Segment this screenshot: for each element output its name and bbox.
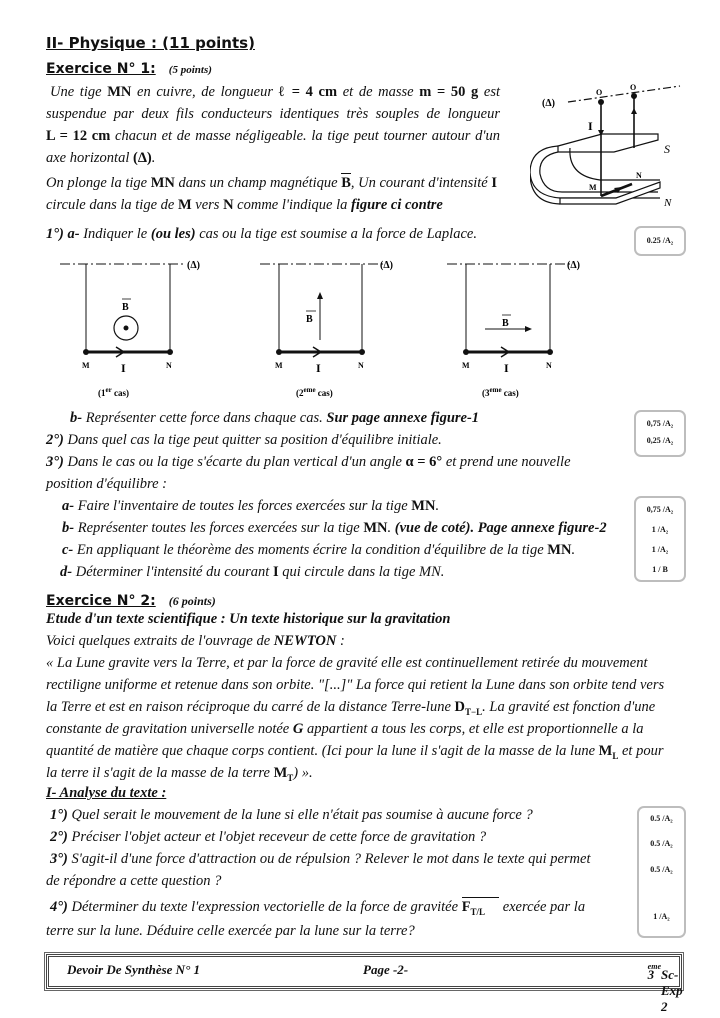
question-3a bbox=[62, 495, 439, 517]
exercise-2-points: (6 points) bbox=[168, 594, 216, 608]
footer-page-number: Page -2- bbox=[363, 962, 409, 977]
score-box-4 bbox=[637, 806, 686, 938]
text-bold: MN bbox=[411, 498, 436, 514]
text: position d'équilibre : bbox=[46, 476, 167, 492]
case-1-n-label: N bbox=[166, 361, 172, 370]
question-number: 4°) bbox=[50, 899, 68, 915]
item-letter: a- bbox=[62, 498, 75, 514]
score-value: 1 /A₂ bbox=[653, 912, 670, 921]
angle-value: α = 6° bbox=[405, 454, 443, 470]
text-bold: N bbox=[223, 197, 234, 213]
axis-line bbox=[568, 86, 680, 102]
question-3 bbox=[46, 451, 571, 473]
text: 3 bbox=[647, 967, 655, 982]
text: : bbox=[336, 633, 345, 649]
case-1-axis-label: (Δ) bbox=[187, 260, 200, 271]
exercise-2-header bbox=[46, 590, 216, 609]
score-value: 0,75 /A₂ bbox=[646, 505, 674, 514]
mass-value: m = 50 g bbox=[419, 84, 479, 100]
force-vector bbox=[462, 896, 499, 923]
text: Déterminer du texte l'expression vectorielle de la force de gravitée bbox=[67, 899, 462, 915]
figure-reference: figure ci contre bbox=[351, 197, 443, 213]
text: la Terre et est en raison réciproque du carré de la distance Terre-lune bbox=[46, 699, 455, 715]
case-3-b-label: B bbox=[502, 318, 509, 329]
case-2-i-label: I bbox=[316, 361, 321, 375]
wire-length-value: L = 12 cm bbox=[46, 128, 111, 144]
intro-line-2 bbox=[46, 103, 500, 125]
question-number: 2°) bbox=[50, 829, 68, 845]
footer-class bbox=[647, 962, 683, 1014]
annex-reference: (vue de coté). Page annexe figure-2 bbox=[394, 520, 607, 536]
text-bold: MN bbox=[107, 84, 132, 100]
magnet-figure bbox=[530, 78, 720, 228]
subscript: T−L bbox=[464, 706, 483, 717]
ex2-question-3-cont bbox=[46, 870, 221, 892]
text: Une tige bbox=[50, 84, 108, 100]
text: comme l'indique la bbox=[233, 197, 352, 213]
text: et pour bbox=[618, 743, 664, 759]
text: et de masse bbox=[337, 84, 420, 100]
mass-symbol: M bbox=[598, 743, 613, 759]
score-value: 0,25 /A₂ bbox=[646, 436, 674, 445]
question-3b bbox=[62, 517, 607, 539]
case-2-axis-label: (Δ) bbox=[380, 260, 393, 271]
intro-line-6 bbox=[46, 194, 443, 216]
score-value: 1 / B bbox=[652, 565, 668, 574]
score-value: 0.5 /A₂ bbox=[650, 865, 673, 874]
case-1-m-label: M bbox=[82, 361, 90, 370]
text: . bbox=[435, 498, 440, 514]
text: vers bbox=[191, 197, 224, 213]
question-3c bbox=[62, 539, 575, 561]
text: appartient a tous les corps, et elle est proportionnelle a la bbox=[303, 721, 644, 737]
text: rectiligne uniforme et retenue dans son orbite. "[...]" La force qui retient la Lune dans son orbite tend vers bbox=[46, 677, 665, 693]
text: « La Lune gravite vers la Terre, et par la force de gravité elle est continuellement retirée du mouvement bbox=[46, 655, 648, 671]
text: chacun et de masse négligeable. la tige peut tourner autour d'un bbox=[110, 128, 500, 144]
current-label: I bbox=[588, 119, 593, 133]
text: . bbox=[387, 520, 395, 536]
text: circule dans la tige de bbox=[46, 197, 178, 213]
score-box-1 bbox=[634, 226, 686, 256]
pole-n-label: N bbox=[664, 197, 672, 209]
exercise-1-points: (5 points) bbox=[168, 64, 212, 76]
axis-label: (Δ) bbox=[542, 98, 555, 109]
intro-line-4 bbox=[46, 147, 155, 169]
mass-symbol: M bbox=[273, 765, 288, 781]
item-letter: b- bbox=[62, 520, 75, 536]
text: exercée par la bbox=[499, 899, 586, 915]
text-bold: I bbox=[272, 564, 279, 580]
cases-figure bbox=[60, 252, 620, 402]
question-number: b- bbox=[70, 410, 83, 426]
intro-line-3 bbox=[46, 125, 500, 147]
exercise-1-header bbox=[46, 58, 212, 77]
section-title bbox=[46, 34, 255, 52]
case-1-caption: (1er cas) bbox=[98, 386, 129, 398]
question-number: 3°) bbox=[46, 454, 64, 470]
text: de répondre a cette question ? bbox=[46, 873, 222, 889]
exercise-2-intro bbox=[46, 630, 345, 652]
score-value: 0.5 /A₂ bbox=[650, 814, 673, 823]
text: qui circule dans la tige MN. bbox=[278, 564, 445, 580]
case-2-b-label: B bbox=[306, 314, 313, 325]
text: est bbox=[478, 84, 501, 100]
item-letter: d- bbox=[60, 564, 73, 580]
question-number: 1°) bbox=[50, 807, 68, 823]
text: la terre il s'agit de la masse de la terre bbox=[46, 765, 274, 781]
text: En appliquant le théorème des moments écrire la condition d'équilibre de la tige bbox=[73, 542, 548, 558]
analysis-title bbox=[46, 782, 166, 804]
question-number: 3°) bbox=[50, 851, 68, 867]
case-1-diagram bbox=[60, 260, 200, 398]
question-2 bbox=[46, 429, 442, 451]
current-symbol: I bbox=[491, 175, 497, 191]
subscript: T/L bbox=[470, 906, 486, 917]
text: cas ou la tige est soumise a la force de Laplace. bbox=[195, 226, 477, 242]
annex-reference: Sur page annexe figure-1 bbox=[326, 410, 480, 426]
question-1a bbox=[46, 223, 477, 245]
text: Représenter cette force dans chaque cas. bbox=[82, 410, 327, 426]
point-n-label: N bbox=[636, 171, 642, 180]
exercise-1-intro bbox=[50, 81, 500, 103]
exercise-1-title: Exercice N° 1: bbox=[46, 61, 156, 77]
text: Préciser l'objet acteur et l'objet receveur de cette force de gravitation ? bbox=[67, 829, 487, 845]
exercise-2-subtitle bbox=[46, 608, 450, 630]
text: constante de gravitation universelle notée bbox=[46, 721, 293, 737]
score-box-3 bbox=[634, 496, 686, 582]
point-m-label: M bbox=[589, 183, 597, 192]
subscript: L bbox=[612, 750, 619, 761]
quote-line-4 bbox=[46, 718, 644, 740]
ex2-question-3 bbox=[50, 848, 591, 870]
constant-symbol: G bbox=[292, 721, 304, 737]
intro-line-5 bbox=[46, 172, 497, 194]
text: , Un courant d'intensité bbox=[350, 175, 492, 191]
page-footer bbox=[46, 954, 683, 1014]
section-title-text: II- Physique : (11 points) bbox=[46, 34, 255, 52]
text: Voici quelques extraits de l'ouvrage de bbox=[46, 633, 274, 649]
text: Dans quel cas la tige peut quitter sa position d'équilibre initiale. bbox=[63, 432, 442, 448]
axis-symbol: (Δ) bbox=[133, 150, 152, 166]
score-box-2 bbox=[634, 410, 686, 457]
pivot-o1: O bbox=[596, 88, 603, 97]
case-2-caption: (2eme cas) bbox=[296, 386, 333, 398]
quote-line-2 bbox=[46, 674, 664, 696]
item-letter: c- bbox=[62, 542, 74, 558]
case-3-i-label: I bbox=[504, 361, 509, 375]
distance-symbol: D bbox=[454, 699, 465, 715]
score-value: 0.25 /A₂ bbox=[646, 236, 674, 245]
text: axe horizontal bbox=[46, 150, 133, 166]
case-3-axis-label: (Δ) bbox=[567, 260, 580, 271]
case-3-m-label: M bbox=[462, 361, 470, 370]
question-1b bbox=[70, 407, 479, 429]
score-value: 0.5 /A₂ bbox=[650, 839, 673, 848]
ex2-question-4-cont bbox=[46, 920, 415, 942]
text-bold: MN bbox=[363, 520, 388, 536]
text: On plonge la tige bbox=[46, 175, 151, 191]
subscript: T bbox=[287, 772, 294, 783]
text: dans un champ magnétique bbox=[174, 175, 342, 191]
ex2-question-2 bbox=[50, 826, 486, 848]
text: Sc-Exp 2 bbox=[661, 967, 683, 1014]
text: ) ». bbox=[293, 765, 313, 781]
pole-s-label: S bbox=[664, 142, 670, 156]
text: . bbox=[151, 150, 156, 166]
text-bold: MN bbox=[547, 542, 572, 558]
author-name: NEWTON bbox=[273, 633, 337, 649]
case-3-caption: (3eme cas) bbox=[482, 386, 519, 398]
text: Indiquer le bbox=[79, 226, 151, 242]
text: terre sur la lune. Déduire celle exercée par la lune sur la terre? bbox=[46, 923, 415, 939]
case-2-m-label: M bbox=[275, 361, 283, 370]
text: et prend une nouvelle bbox=[442, 454, 571, 470]
text: . bbox=[571, 542, 576, 558]
vector-symbol: F bbox=[461, 899, 471, 915]
case-1-b-label: B bbox=[122, 302, 129, 313]
text: suspendue par deux fils conducteurs identiques très souples de longueur bbox=[46, 106, 500, 122]
text: . La gravité est fonction d'une bbox=[482, 699, 656, 715]
question-3d bbox=[60, 561, 444, 583]
text-bold: M bbox=[177, 197, 192, 213]
case-1-i-label: I bbox=[121, 361, 126, 375]
score-value: 1 /A₂ bbox=[651, 525, 669, 534]
ex2-question-1 bbox=[50, 804, 533, 826]
case-2-diagram bbox=[260, 260, 393, 398]
footer-exam-title: Devoir De Synthèse N° 1 bbox=[67, 962, 201, 977]
ex2-question-4 bbox=[50, 896, 585, 923]
text-bold: MN bbox=[150, 175, 175, 191]
text: quantité de matière que chaque corps contient. (Ici pour la lune il s'agit de la masse de la lune bbox=[46, 743, 599, 759]
text: S'agit-il d'une force d'attraction ou de répulsion ? Relever le mot dans le texte qui permet bbox=[67, 851, 591, 867]
case-2-n-label: N bbox=[358, 361, 364, 370]
case-3-diagram bbox=[447, 260, 580, 398]
text: Quel serait le mouvement de la lune si elle n'était pas soumise à aucune force ? bbox=[67, 807, 533, 823]
score-value: 0,75 /A₂ bbox=[646, 419, 674, 428]
intro-line-1 bbox=[50, 81, 500, 103]
b-vector: B bbox=[341, 172, 351, 194]
text: en cuivre, de longueur bbox=[131, 84, 279, 100]
superscript: eme bbox=[647, 962, 661, 971]
text: Dans le cas ou la tige s'écarte du plan vertical d'un angle bbox=[63, 454, 406, 470]
quote-line-1 bbox=[46, 652, 647, 674]
length-value: ℓ = 4 cm bbox=[278, 84, 338, 100]
text-bold: (ou les) bbox=[150, 226, 196, 242]
question-number: 1°) a- bbox=[46, 226, 80, 242]
case-3-n-label: N bbox=[546, 361, 552, 370]
text: Déterminer l'intensité du courant bbox=[72, 564, 273, 580]
text: Etude d'un texte scientifique : Un texte historique sur la gravitation bbox=[46, 611, 451, 627]
text: Faire l'inventaire de toutes les forces exercées sur la tige bbox=[74, 498, 412, 514]
score-value: 1 /A₂ bbox=[651, 545, 669, 554]
question-number: 2°) bbox=[46, 432, 64, 448]
exercise-2-title: Exercice N° 2: bbox=[46, 593, 156, 609]
pivot-o2: O bbox=[630, 83, 637, 92]
question-3-line-2 bbox=[46, 473, 167, 495]
text: I- Analyse du texte : bbox=[46, 785, 167, 801]
text: Représenter toutes les forces exercées sur la tige bbox=[74, 520, 364, 536]
